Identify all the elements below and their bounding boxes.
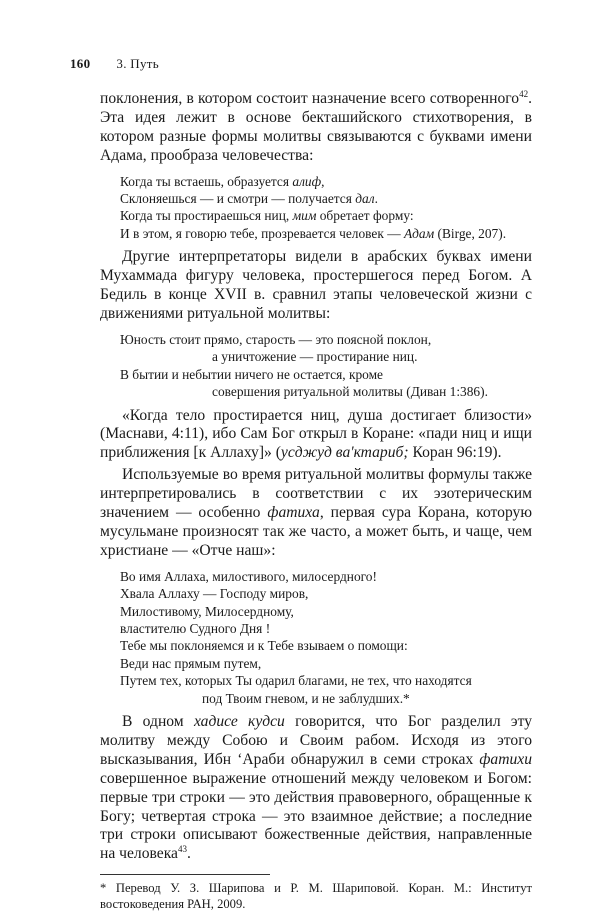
verse-line: совершения ритуальной молитвы (Диван 1:386). [212, 384, 488, 400]
paragraph-2: Другие интерпретаторы видели в арабских буквах имени Мухаммада фигуру человека, простершегося перед Богом. А Бедиль в конце XVII в. сравнил этапы человеческой жизни с движениями ритуальной молитвы: [100, 248, 532, 322]
verse-line: В бытии и небытии ничего не остается, кроме [120, 366, 384, 382]
fatiha-line: Тебе мы поклоняемся и к Тебе взываем о помощи: [120, 638, 408, 654]
fatiha-line: Во имя Аллаха, милостивого, милосердного! [120, 568, 377, 584]
page-body [100, 90, 532, 913]
bektashi-poem [100, 173, 532, 243]
poem-line: И в этом, я говорю тебе, прозревается человек — Адам (Birge, 207). [120, 225, 507, 241]
verse-line: Юность стоит прямо, старость — это поясной поклон, [120, 331, 432, 347]
footnote-ref-43[interactable]: 43 [177, 844, 187, 855]
footnote: * Перевод У. З. Шарипова и Р. М. Шариповой. Коран. М.: Институт востоковедения РАН, 2009. [100, 881, 532, 912]
poem-line: Когда ты простираешься ниц, мим обретает форму: [120, 208, 414, 224]
running-header [70, 56, 159, 72]
poem-line: Когда ты встаешь, образуется алиф, [120, 173, 325, 189]
fatiha-line: Хвала Аллаху — Господу миров, [120, 586, 309, 602]
fatiha-line: властителю Судного Дня ! [120, 620, 271, 636]
fatiha-line: Веди нас прямым путем, [120, 655, 262, 671]
paragraph-3: «Когда тело простирается ниц, душа достигает близости» (Маснави, 4:11), ибо Сам Бог открыл в Коране: «пади ниц и ищи приближения [к Аллаху]» (усджуд ва'ктариб; Коран 96:19). [100, 406, 532, 462]
fatiha-line: под Твоим гневом, и не заблудших.* [202, 690, 410, 706]
fatiha-line: Путем тех, которых Ты одарил благами, не тех, что находятся [120, 673, 472, 689]
paragraph-1: поклонения, в котором состоит назначение всего сотворенного$^{42}$. Эта идея лежит в основе бекташийского стихотворения, в котором разные формы молитвы связываются с буквами имени Адама, прообраза человечества: [100, 88, 532, 164]
chapter-title: 3. Путь [116, 56, 160, 71]
paragraph-4: Используемые во время ритуальной молитвы формулы также интерпретировались в соответствии с их эзотерическим значением — особенно фатиха, первая сура Корана, которую мусульмане произносят так же часто, а может быть, и чаще, чем христиане — «Отче наш»: [100, 466, 532, 559]
poem-line: Склоняешься — и смотри — получается дал. [120, 191, 378, 207]
bedil-verse [100, 331, 532, 401]
fatiha-line: Милостивому, Милосердному, [120, 603, 294, 619]
verse-line: а уничтожение — простирание ниц. [212, 349, 418, 365]
footnote-divider [100, 874, 270, 875]
paragraph-5: В одном хадисе кудси говорится, что Бог разделил эту молитву между Собою и Своим рабом. Исходя из этого высказывания, Ибн ʻАраби обнаружил в семи строках фатихи совершенное выражение отношений между человеком и Богом: первые три строки — это действия правоверного, обращенные к Богу; четвертая строка — это взаимное действие; а последние три строки описывают божественные действия, направленные на человека$^{43}$. [100, 713, 533, 863]
page-number: 160 [70, 56, 91, 71]
fatiha-translation [100, 568, 532, 707]
footnote-ref-42[interactable]: 42 [519, 88, 529, 99]
